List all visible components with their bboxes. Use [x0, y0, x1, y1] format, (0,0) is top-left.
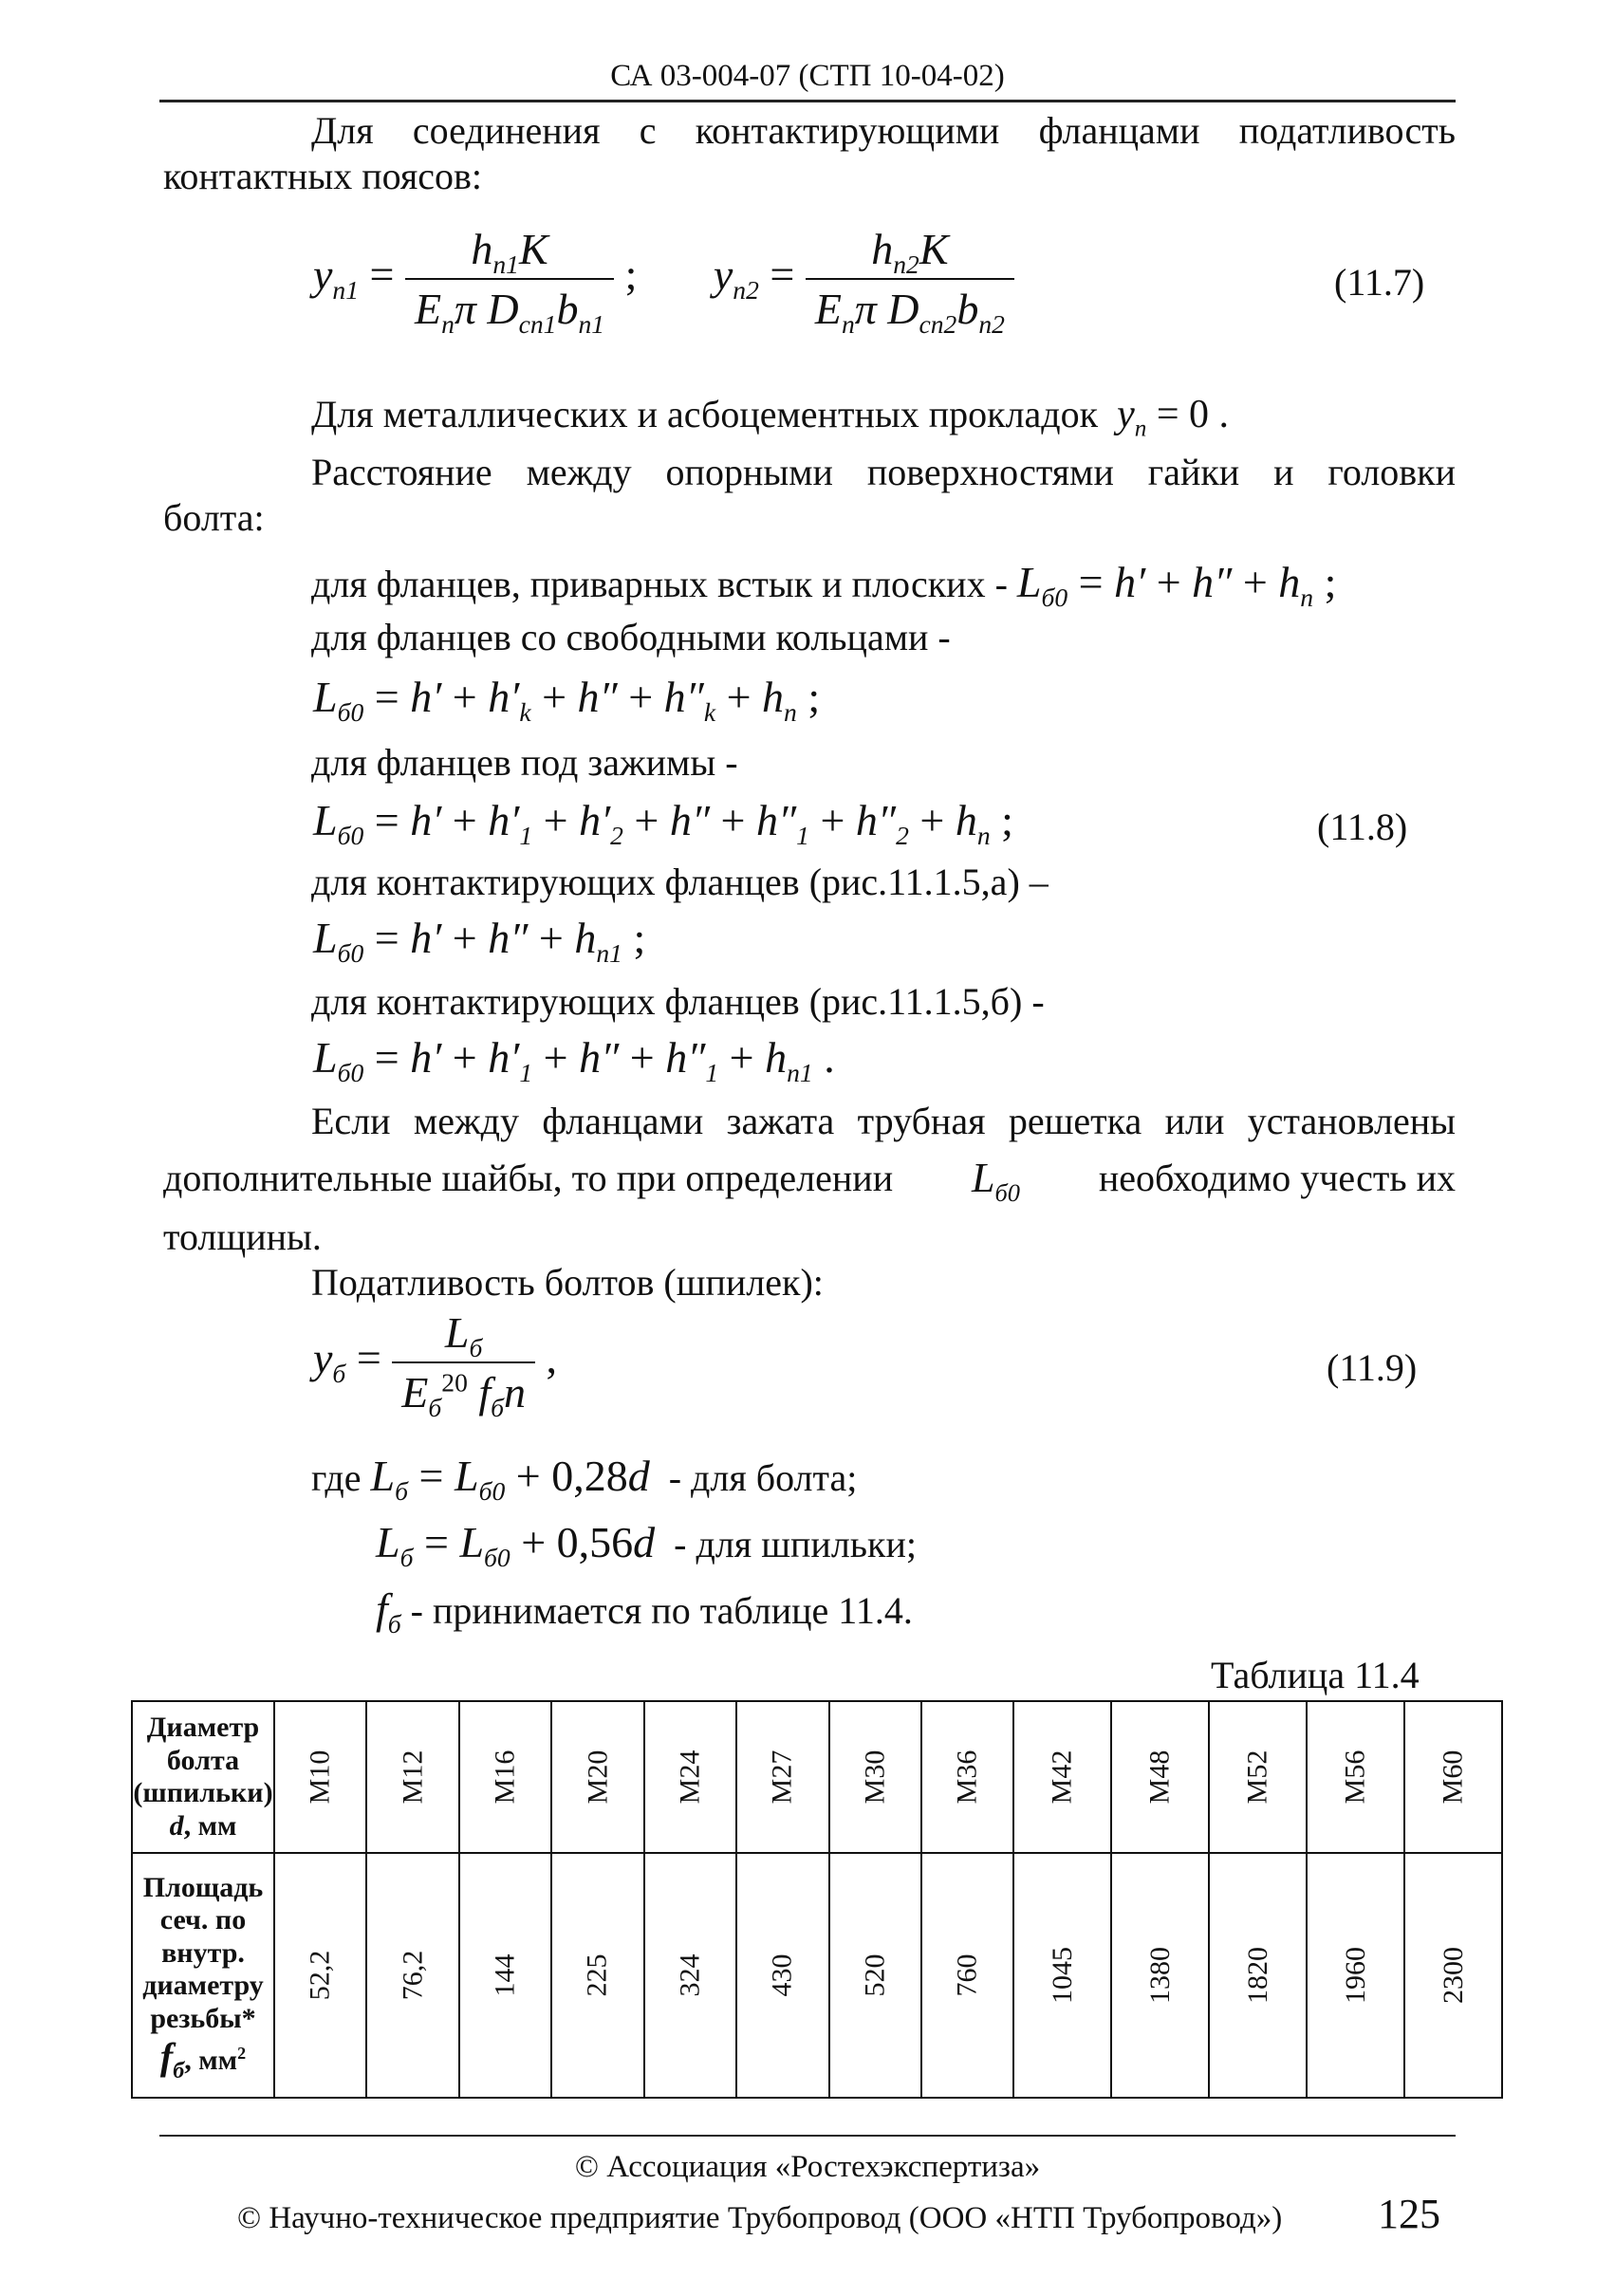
equation-number-11-7: (11.7) [1334, 261, 1425, 304]
cell-size: M16 [459, 1701, 551, 1853]
equation-number-11-9: (11.9) [1327, 1346, 1418, 1389]
cell-area: 760 [921, 1853, 1013, 2098]
header-rule [159, 100, 1456, 102]
formula-case-5: $L_{б0} = h' + h'_1 + h'' + h''_1 + h_{n1}$ . [313, 1033, 835, 1088]
formula-11-9: $y_б$ = $\frac{L_б}{E_б^{20} f_бn}$ , [313, 1308, 558, 1423]
case-4: для контактирующих фланцев (рис.11.1.5,а) – [311, 861, 1049, 903]
paragraph-3-line-2: болта: [163, 496, 265, 539]
case-3: для фланцев под зажимы - [311, 741, 738, 784]
cell-size: M52 [1209, 1701, 1307, 1853]
cell-size: M24 [644, 1701, 736, 1853]
cell-size: M12 [366, 1701, 458, 1853]
paragraph-4-line-2: дополнительные шайбы, то при определении $L_{б0}$ необходимо учесть их [163, 1155, 1456, 1207]
cell-area: 1045 [1013, 1853, 1111, 2098]
cell-area: 1960 [1307, 1853, 1404, 2098]
formula-case-4: $L_{б0} = h' + h'' + h_{n1}$ ; [313, 914, 646, 969]
page-header: СА 03-004-07 (СТП 10-04-02) [610, 59, 1005, 93]
cell-size: M56 [1307, 1701, 1404, 1853]
cell-size: M42 [1013, 1701, 1111, 1853]
case-2: для фланцев со свободными кольцами - [311, 616, 951, 658]
cell-area: 76,2 [366, 1853, 458, 2098]
footer-line-2: © Научно-техническое предприятие Трубопровод (ООО «НТП Трубопровод») [237, 2201, 1283, 2235]
cell-area: 144 [459, 1853, 551, 2098]
cell-area: 1380 [1111, 1853, 1209, 2098]
cell-area: 2300 [1404, 1853, 1502, 2098]
cell-size: M48 [1111, 1701, 1209, 1853]
cell-area: 324 [644, 1853, 736, 2098]
row-header-area: Площадь сеч. по внутр. диаметру резьбы* $f_б$, $мм^2$ [132, 1853, 274, 2098]
formula-11-8: $L_{б0} = h' + h'_1 + h'_2 + h'' + h''_1 + h''_2 + h_n$ ; [313, 796, 1013, 851]
case-1: для фланцев, приварных встык и плоских - $L_{б0} = h' + h'' + h_n$ ; [311, 558, 1337, 613]
cell-size: M36 [921, 1701, 1013, 1853]
cell-size: M30 [829, 1701, 921, 1853]
paragraph-2: Для металлических и асбоцементных прокладок $y_n = 0$ . [311, 393, 1229, 442]
cell-area: 430 [736, 1853, 828, 2098]
cell-area: 225 [551, 1853, 643, 2098]
cell-size: M27 [736, 1701, 828, 1853]
cell-size: M60 [1404, 1701, 1502, 1853]
where-line-f: $f_б$ - принимается по таблице 11.4. [376, 1584, 913, 1639]
paragraph-5: Податливость болтов (шпилек): [311, 1261, 824, 1304]
cell-size: M20 [551, 1701, 643, 1853]
footer-line-1: © Ассоциация «Ростехэкспертиза» [574, 2150, 1041, 2184]
equation-number-11-8: (11.8) [1317, 805, 1408, 848]
cell-area: 520 [829, 1853, 921, 2098]
page-number: 125 [1378, 2191, 1440, 2237]
row-header-diameter: Диаметр болта (шпильки) d, мм [132, 1701, 274, 1853]
table-caption: Таблица 11.4 [1211, 1654, 1420, 1696]
case-5: для контактирующих фланцев (рис.11.1.5,б) - [311, 980, 1045, 1023]
cell-size: M10 [274, 1701, 366, 1853]
table-row-area [132, 1853, 1502, 2098]
table-row-diameter [132, 1701, 1502, 1853]
table-11-4 [131, 1700, 1503, 2099]
cell-area: 52,2 [274, 1853, 366, 2098]
cell-area: 1820 [1209, 1853, 1307, 2098]
paragraph-3-line-1: Расстояние между опорными поверхностями гайки и головки [311, 451, 1456, 493]
where-line-stud: $L_б = L_{б0} + 0,56d$ - для шпильки; [376, 1518, 917, 1573]
formula-case-2: $L_{б0} = h' + h'_k + h'' + h''_k + h_n$ ; [313, 673, 821, 728]
formula-11-7: $y_{n1}$ = $\frac{h_{n1}K}{E_n\pi D_{cn1}b_{n1}}$ ; $y_{n2}$ = $\frac{h_{n2}K}{E_n\pi D_{cn2}b_{n2}}$ [313, 224, 1014, 334]
paragraph-1-line-2: контактных поясов: [163, 155, 482, 197]
paragraph-4-line-3: толщины. [163, 1215, 322, 1258]
paragraph-4-line-1: Если между фланцами зажата трубная решетка или установлены [311, 1100, 1456, 1142]
footer-rule [159, 2135, 1456, 2137]
paragraph-1-line-1: Для соединения с контактирующими фланцами податливость [311, 109, 1456, 152]
where-line-bolt: где $L_б = L_{б0} + 0,28d$ - для болта; [311, 1452, 858, 1507]
